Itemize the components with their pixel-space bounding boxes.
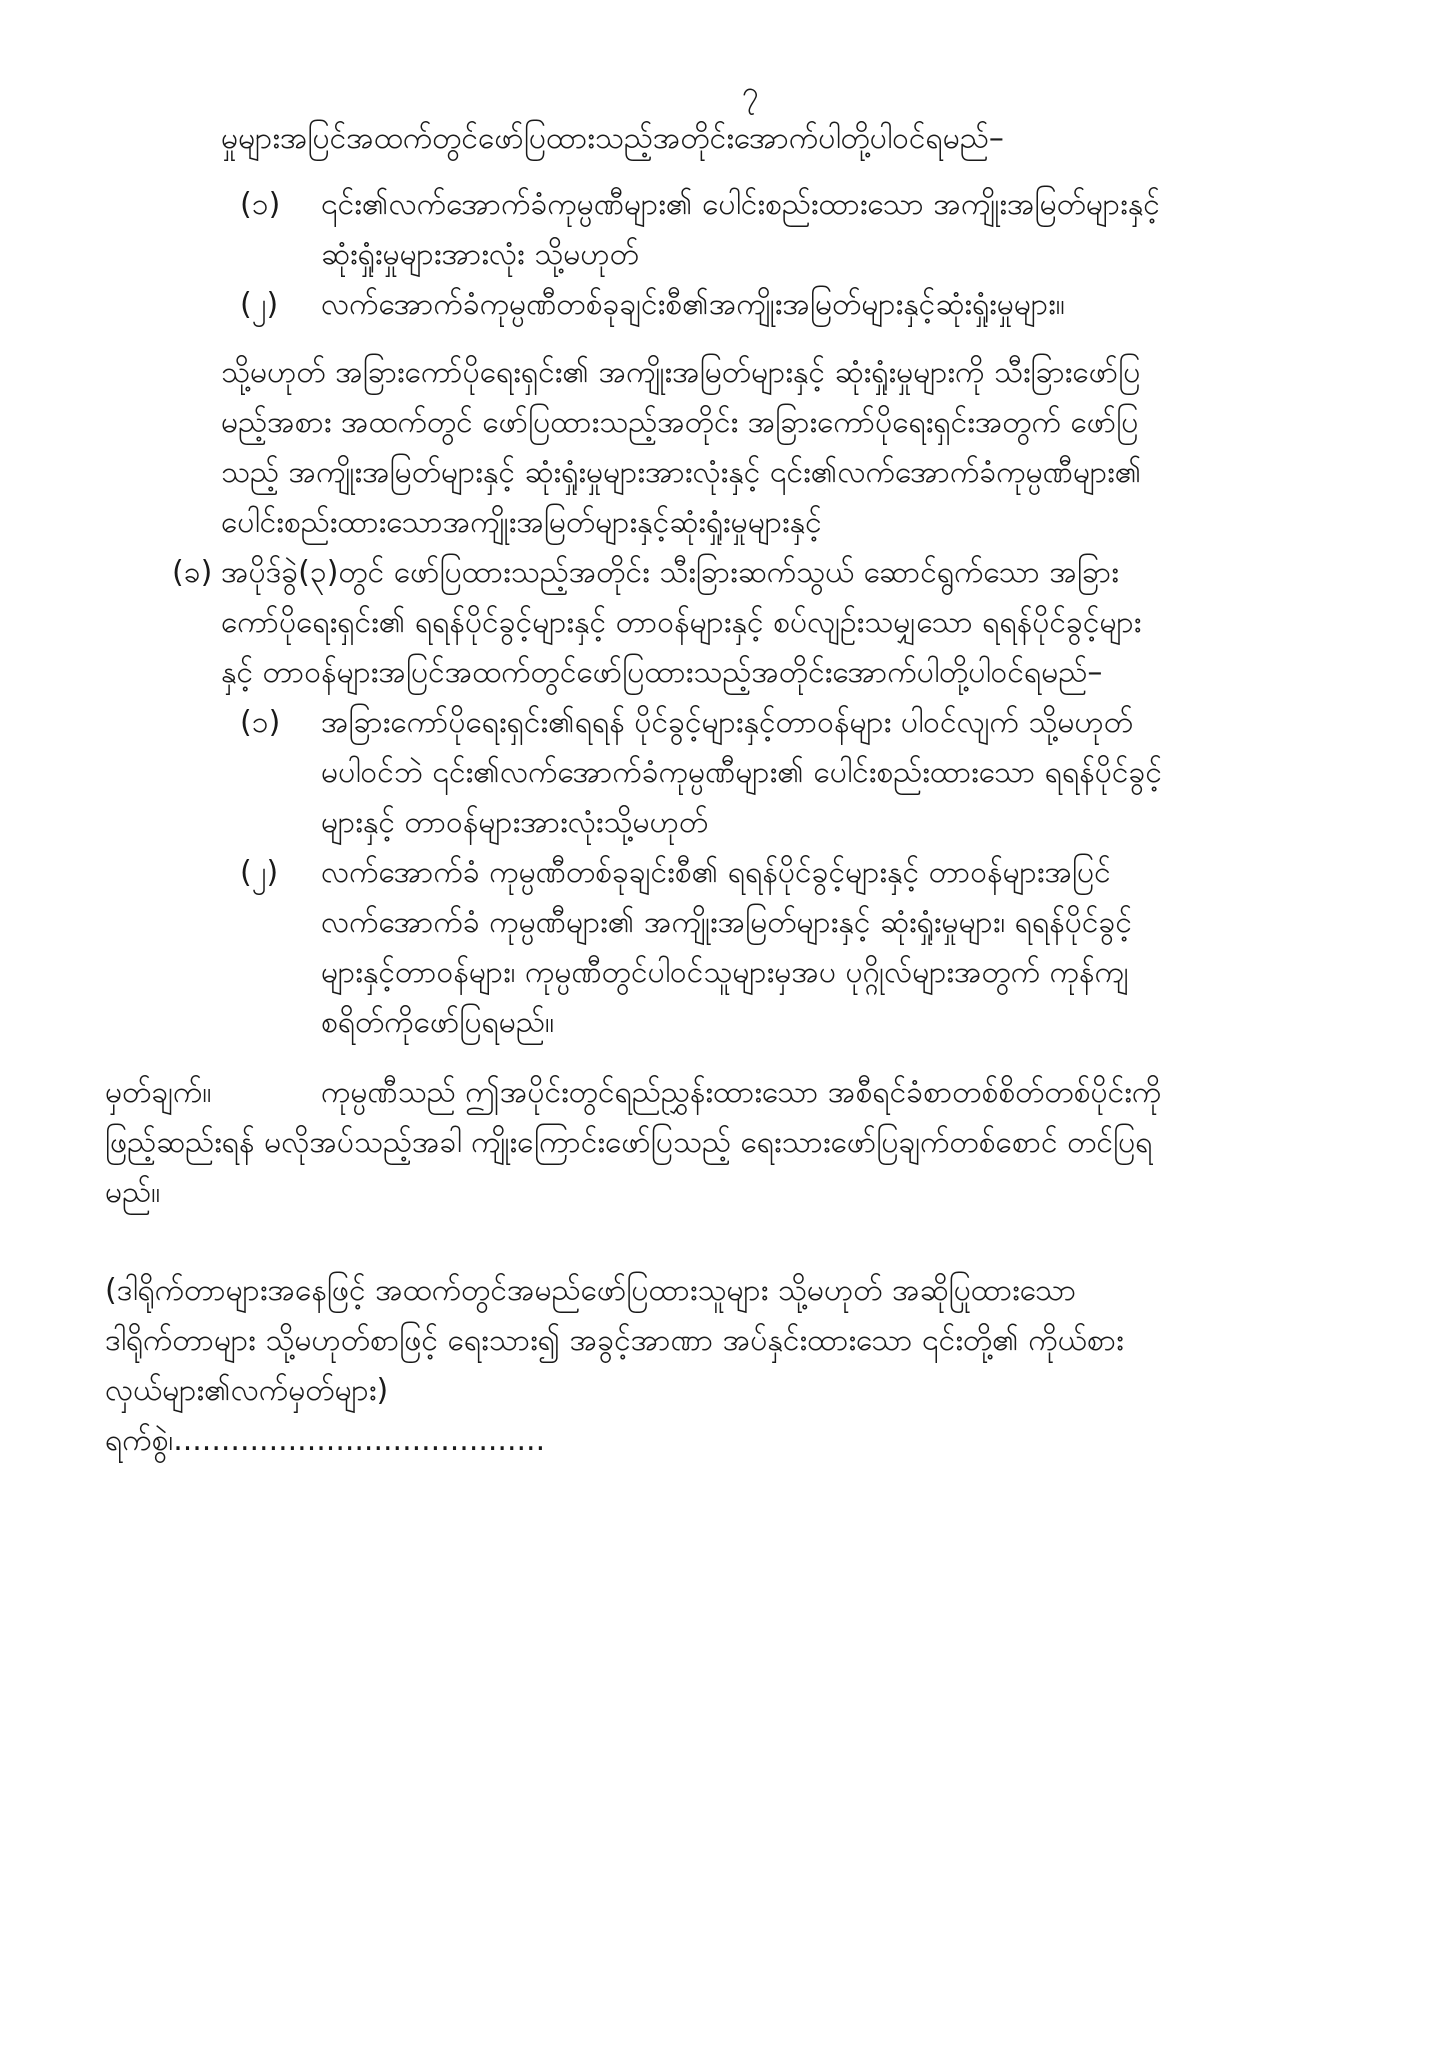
b-item2-line4: စရိတ်ကိုဖော်ပြရမည်။: [321, 1005, 555, 1040]
b-item2-line3: များနှင့်တာဝန်များ၊ ကုမ္ပဏီတွင်ပါဝင်သူများမှအပ ပုဂ္ဂိုလ်များအတွက် ကုန်ကျ: [321, 955, 1129, 990]
intro-line: မှုများအပြင်အထက်တွင်ဖော်ပြထားသည့်အတိုင်းအောက်ပါတို့ပါဝင်ရမည်–: [221, 121, 1004, 156]
a-item1-number: (၁): [240, 187, 281, 222]
b-item1-line2: မပါဝင်ဘဲ ၎င်း၏လက်အောက်ခံကုမ္ပဏီများ၏ ပေါင်းစည်းထားသော ရရန်ပိုင်ခွင့်: [321, 755, 1163, 790]
b-item2-number: (၂): [240, 855, 279, 890]
a-item1-line2: ဆုံးရှုံးမှုများအားလုံး သို့မဟုတ်: [321, 237, 639, 272]
signatories-line3: လှယ်များ၏လက်မှတ်များ): [105, 1373, 389, 1408]
a-paragraph-line2: မည့်အစား အထက်တွင် ဖော်ပြထားသည့်အတိုင်း အခြားကော်ပိုရေးရှင်းအတွက် ဖော်ပြ: [221, 405, 1139, 440]
note-label: မှတ်ချက်။: [105, 1075, 212, 1110]
b-item1-number: (၁): [240, 705, 281, 740]
page-number: ၇: [742, 75, 759, 110]
note-line1: ကုမ္ပဏီသည် ဤအပိုင်းတွင်ရည်ညွှန်းထားသော အစီရင်ခံစာတစ်စိတ်တစ်ပိုင်းကို: [321, 1075, 1162, 1110]
b-line2: ကော်ပိုရေးရှင်း၏ ရရန်ပိုင်ခွင့်များနှင့် တာဝန်များနှင့် စပ်လျဉ်းသမျှသော ရရန်ပိုင်ခွင့်များ: [221, 605, 1142, 640]
signatories-line2: ဒါရိုက်တာများ သို့မဟုတ်စာဖြင့် ရေးသား၍ အခွင့်အာဏာ အပ်နှင်းထားသော ၎င်းတို့၏ ကိုယ်စား: [105, 1323, 1124, 1358]
a-item1-line1: ၎င်း၏လက်အောက်ခံကုမ္ပဏီများ၏ ပေါင်းစည်းထားသော အကျိုးအမြတ်များနှင့်: [321, 187, 1160, 222]
a-item2-line1: လက်အောက်ခံကုမ္ပဏီတစ်ခုချင်းစီ၏အကျိုးအမြတ်များနှင့်ဆုံးရှုံးမှုများ။: [321, 287, 1065, 322]
a-item2-number: (၂): [240, 287, 279, 322]
signatories-line1: (ဒါရိုက်တာများအနေဖြင့် အထက်တွင်အမည်ဖော်ပြထားသူများ သို့မဟုတ် အဆိုပြုထားသော: [105, 1273, 1077, 1308]
b-item1-line3: များနှင့် တာဝန်များအားလုံးသို့မဟုတ်: [321, 805, 709, 840]
b-item1-line1: အခြားကော်ပိုရေးရှင်း၏ရရန် ပိုင်ခွင့်များနှင့်တာဝန်များ ပါဝင်လျက် သို့မဟုတ်: [321, 705, 1134, 740]
a-paragraph-line3: သည့် အကျိုးအမြတ်များနှင့် ဆုံးရှုံးမှုများအားလုံးနှင့် ၎င်း၏လက်အောက်ခံကုမ္ပဏီများ၏: [221, 455, 1142, 490]
note-line2: ဖြည့်ဆည်းရန် မလိုအပ်သည့်အခါ ကျိုးကြောင်းဖော်ပြသည့် ရေးသားဖော်ပြချက်တစ်စောင် တင်ပြရ: [105, 1125, 1153, 1160]
b-line1: အပိုဒ်ခွဲ(၃)တွင် ဖော်ပြထားသည့်အတိုင်း သီးခြားဆက်သွယ် ဆောင်ရွက်သော အခြား: [221, 555, 1119, 590]
note-line3: မည်။: [105, 1175, 161, 1210]
a-paragraph-line4: ပေါင်းစည်းထားသောအကျိုးအမြတ်များနှင့်ဆုံးရှုံးမှုများနှင့်: [221, 505, 822, 540]
b-item2-line2: လက်အောက်ခံ ကုမ္ပဏီများ၏ အကျိုးအမြတ်များနှင့် ဆုံးရှုံးမှုများ၊ ရရန်ပိုင်ခွင့်: [321, 905, 1133, 940]
b-line3: နှင့် တာဝန်များအပြင်အထက်တွင်ဖော်ပြထားသည့်အတိုင်းအောက်ပါတို့ပါဝင်ရမည်–: [221, 655, 1103, 690]
b-item2-line1: လက်အောက်ခံ ကုမ္ပဏီတစ်ခုချင်းစီ၏ ရရန်ပိုင်ခွင့်များနှင့် တာဝန်များအပြင်: [321, 855, 1111, 890]
b-label: (ခ): [172, 555, 213, 590]
a-paragraph-line1: သို့မဟုတ် အခြားကော်ပိုရေးရှင်း၏ အကျိုးအမြတ်များနှင့် ဆုံးရှုံးမှုများကို သီးခြားဖော်ပြ: [221, 355, 1141, 390]
signature-date-line: ရက်စွဲ၊.......................................: [105, 1423, 546, 1458]
